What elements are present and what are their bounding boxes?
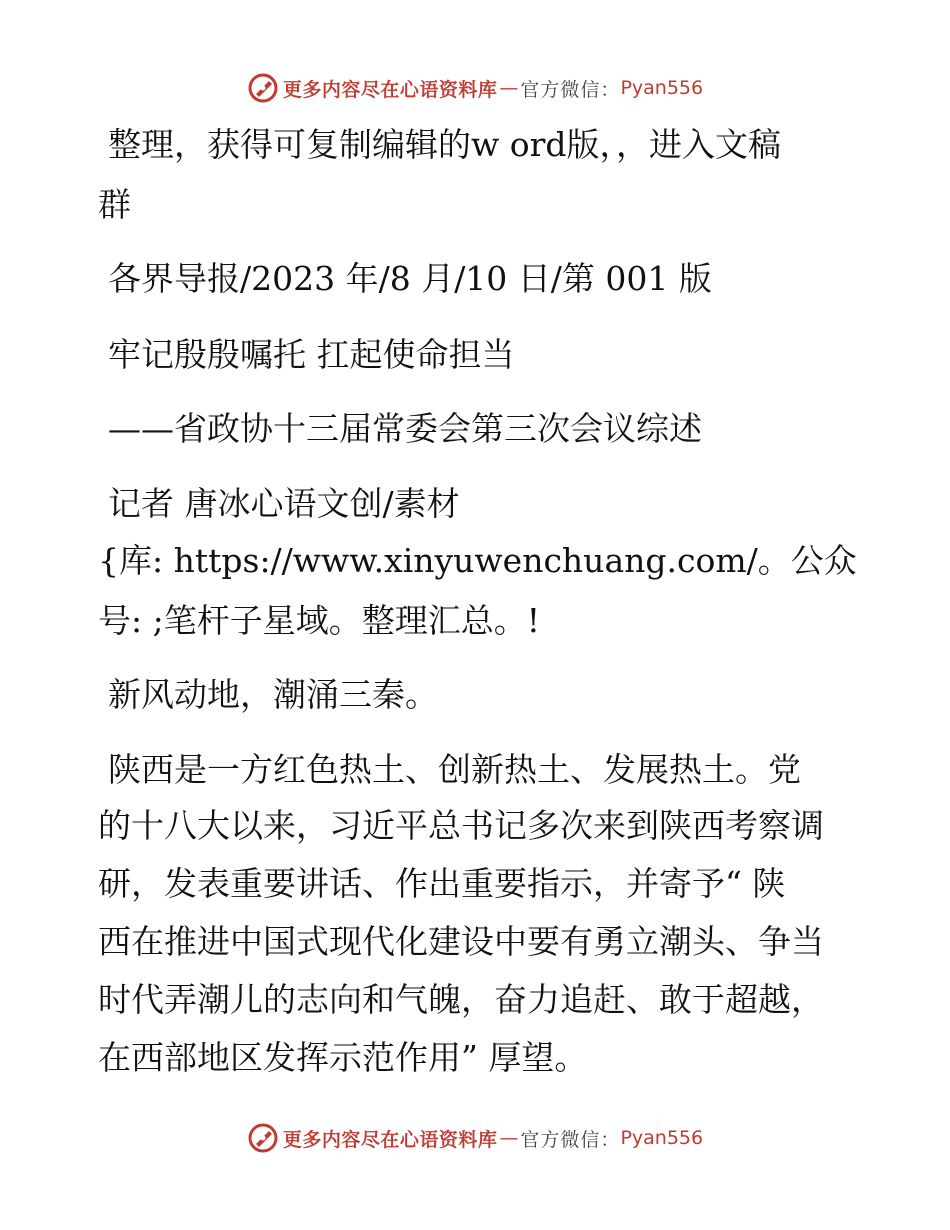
text-line: 的十八大以来，习近平总书记多次来到陕西考察调 — [98, 806, 824, 845]
text-line: 在西部地区发挥示范作用” 厚望。 — [98, 1038, 588, 1077]
text-line: 整理，获得可复制编辑的w ord版，，进入文稿 — [108, 125, 782, 164]
text-line: 号: ;笔杆子星域。整理汇总。! — [98, 601, 540, 640]
header-watermark-banner — [0, 72, 950, 104]
banner-wechat-id: Pyan556 — [620, 77, 704, 99]
article-subtitle: ——省政协十三届常委会第三次会议综述 — [108, 409, 702, 448]
banner-wechat-id: Pyan556 — [620, 1127, 704, 1149]
footer-watermark-banner — [0, 1122, 950, 1154]
banner-main-text: 更多内容尽在心语资料库 — [282, 78, 498, 101]
text-line: 研，发表重要讲话、作出重要指示，并寄予“ 陕 — [98, 864, 786, 903]
publication-info: 各界导报/2023 年/8 月/10 日/第 001 版 — [108, 259, 712, 298]
article-title: 牢记殷殷嘱托 扛起使命担当 — [108, 335, 515, 374]
text-line: 西在推进中国式现代化建设中要有勇立潮头、争当 — [98, 922, 824, 961]
text-line: 群 — [98, 185, 131, 224]
text-line: 新风动地，潮涌三秦。 — [108, 675, 438, 714]
banner-wechat-label: 官方微信： — [520, 1128, 621, 1151]
banner-separator: — — [499, 77, 519, 99]
text-line: 时代弄潮儿的志向和气魄，奋力追赶、敢于超越， — [98, 980, 824, 1019]
pen-logo-icon — [247, 72, 279, 104]
text-line: {库: https://www.xinyuwenchuang.com/。公众 — [98, 541, 857, 580]
byline: 记者 唐冰心语文创/素材 — [108, 484, 460, 523]
text-line: 陕西是一方红色热土、创新热土、发展热土。党 — [108, 750, 801, 789]
pen-logo-icon — [247, 1122, 279, 1154]
banner-main-text: 更多内容尽在心语资料库 — [282, 1128, 498, 1151]
banner-separator: — — [499, 1127, 519, 1149]
banner-wechat-label: 官方微信： — [520, 78, 621, 101]
